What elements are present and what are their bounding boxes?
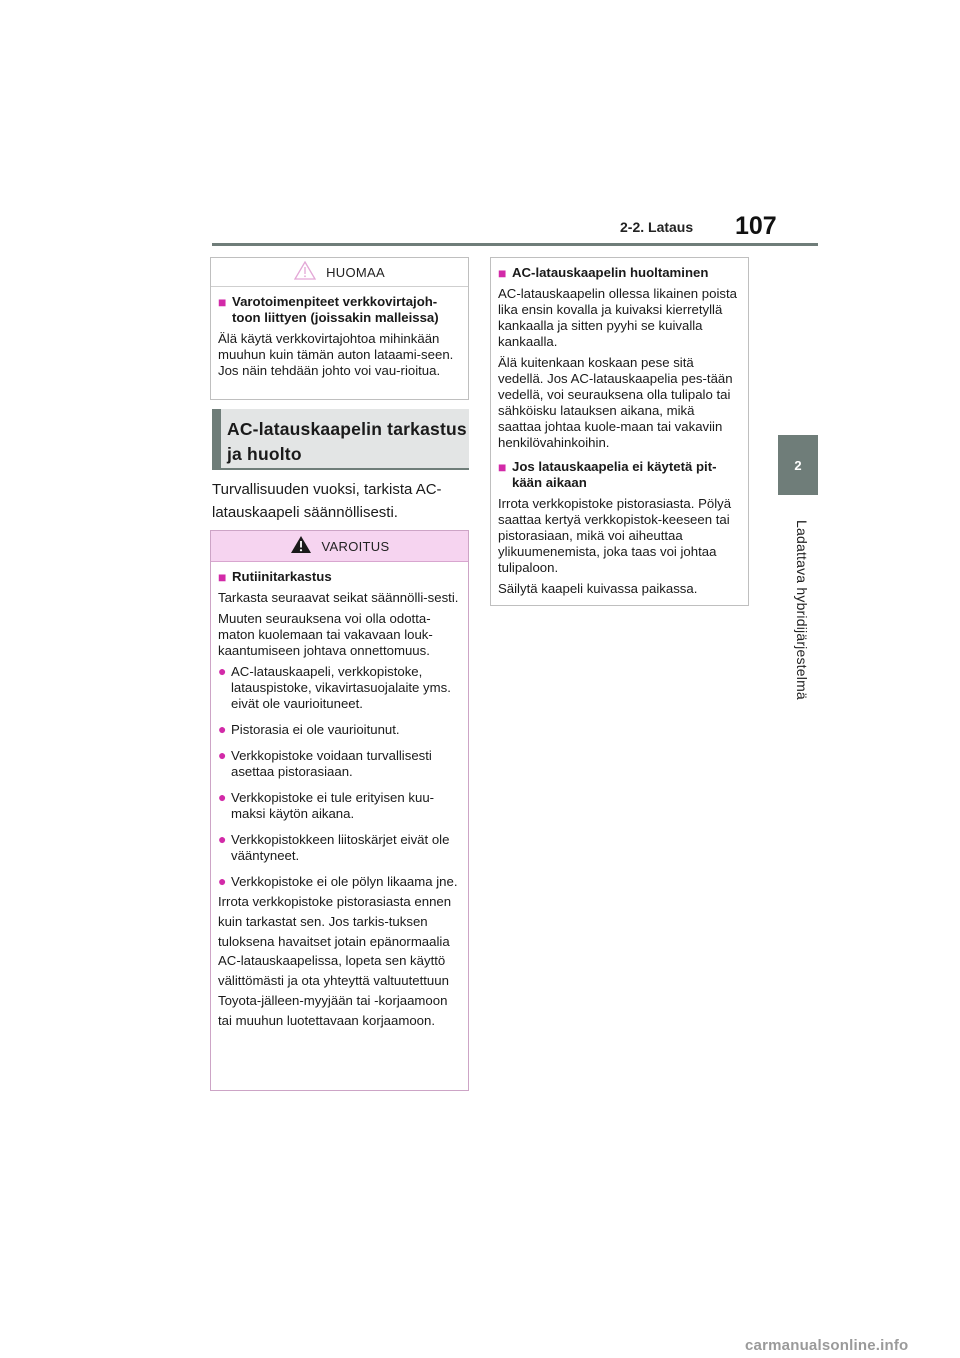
- warning-box: [210, 530, 469, 1091]
- pink-dot-bullet-icon: ●: [218, 831, 227, 847]
- storage-text-1: Irrota verkkopistoke pistorasiasta. Pölyä saattaa kertyä verkkopistok-keeseen tai pistorasiaan, mikä voi aiheuttaa ylikuumenemista, joka taas voi johtaa tulipaloon.: [498, 496, 732, 575]
- warning-subheading: ■ Rutiinitarkastus: [218, 569, 332, 585]
- pink-dot-bullet-icon: ●: [218, 721, 227, 737]
- pink-square-bullet-icon: ■: [218, 569, 227, 585]
- caution-box: [210, 257, 469, 400]
- pink-dot-bullet-icon: ●: [218, 789, 227, 805]
- pink-dot-bullet-icon: ●: [218, 747, 227, 763]
- maintenance-text-2: Älä kuitenkaan koskaan pese sitä vedellä. Jos AC-latauskaapelia pes-tään vedellä, voi seurauksena olla tulipalo tai sähköisku latauksen aikana, mikä saattaa johtaa kuole-maan tai vakaviin henkilövahinkoihin.: [498, 355, 733, 450]
- chapter-tab[interactable]: [778, 435, 818, 495]
- caution-subheading: ■ Varotoimenpiteet verkkovirtajoh-toon liittyen (joissakin malleissa): [218, 294, 439, 325]
- header-rule: [212, 243, 818, 246]
- warning-triangle-outline-icon: [294, 261, 316, 283]
- maintenance-text-1: AC-latauskaapelin ollessa likainen poista lika ensin kovalla ja kuivaksi kierretyllä kankaalla ja sitten pyyhi se kuivalla kankaalla.: [498, 286, 737, 349]
- pink-dot-bullet-icon: ●: [218, 663, 227, 679]
- storage-text-2: Säilytä kaapeli kuivassa paikassa.: [498, 581, 698, 596]
- list-item: ● Verkkopistoke ei tule erityisen kuu-maksi käytön aikana.: [218, 789, 435, 821]
- list-item: ● Pistorasia ei ole vaurioitunut.: [218, 721, 400, 737]
- maintenance-subheading: ■ AC-latauskaapelin huoltaminen: [498, 265, 709, 281]
- caution-text: Älä käytä verkkovirtajohtoa mihinkään muuhun kuin tämän auton lataami-seen. Jos näin tehdään johto voi vau-rioitua.: [218, 331, 454, 378]
- warning-text-1: Tarkasta seuraavat seikat säännölli-sesti.: [218, 590, 459, 605]
- chapter-number: 2: [794, 457, 802, 473]
- pink-dot-bullet-icon: ●: [218, 873, 227, 889]
- storage-subheading: ■ Jos latauskaapelia ei käytetä pit-kään aikaan: [498, 459, 717, 490]
- intro-text: Turvallisuuden vuoksi, tarkista AC-latauskaapeli säännöllisesti.: [212, 481, 442, 521]
- watermark: carmanualsonline.info: [745, 1337, 909, 1354]
- caution-header: [211, 258, 468, 287]
- list-item: ● Verkkopistokkeen liitoskärjet eivät ole vääntyneet.: [218, 831, 450, 863]
- warning-title: VAROITUS: [321, 538, 390, 554]
- page-number: 107: [735, 212, 777, 240]
- chapter-title: Ladattava hybridijärjestelmä: [794, 520, 810, 700]
- pink-square-bullet-icon: ■: [498, 459, 507, 475]
- list-item: ● AC-latauskaapeli, verkkopistoke, latauspistoke, vikavirtasuojalaite yms. eivät ole vaurioituneet.: [218, 663, 451, 711]
- pink-square-bullet-icon: ■: [498, 265, 507, 281]
- warning-triangle-filled-icon: [290, 535, 312, 557]
- list-item: ● Verkkopistoke voidaan turvallisesti asettaa pistorasiaan.: [218, 747, 432, 779]
- section-heading: AC-latauskaapelin tarkastus ja huolto: [212, 409, 469, 470]
- warning-header: [211, 531, 468, 562]
- pink-square-bullet-icon: ■: [218, 294, 227, 310]
- maintenance-box: [490, 257, 749, 606]
- list-item: ● Verkkopistoke ei ole pölyn likaama jne.: [218, 873, 458, 889]
- warning-text-2: Muuten seurauksena voi olla odotta-maton kuolemaan tai vakavaan louk-kaantumiseen johtava onnettomuus.: [218, 611, 433, 658]
- section-label: 2-2. Lataus: [620, 219, 694, 235]
- warning-closing-text: Irrota verkkopistoke pistorasiasta ennen kuin tarkastat sen. Jos tarkis-tuksen tuloksena havaitset jotain epänormaalia AC-latauskaapelissa, lopeta sen käyttö välittömästi ja ota yhteyttä valtuutettuun Toyota-jälleen-myyjään tai -korjaamoon tai muuhun luotettavaan korjaamoon.: [218, 894, 452, 1028]
- caution-title: HUOMAA: [326, 264, 385, 280]
